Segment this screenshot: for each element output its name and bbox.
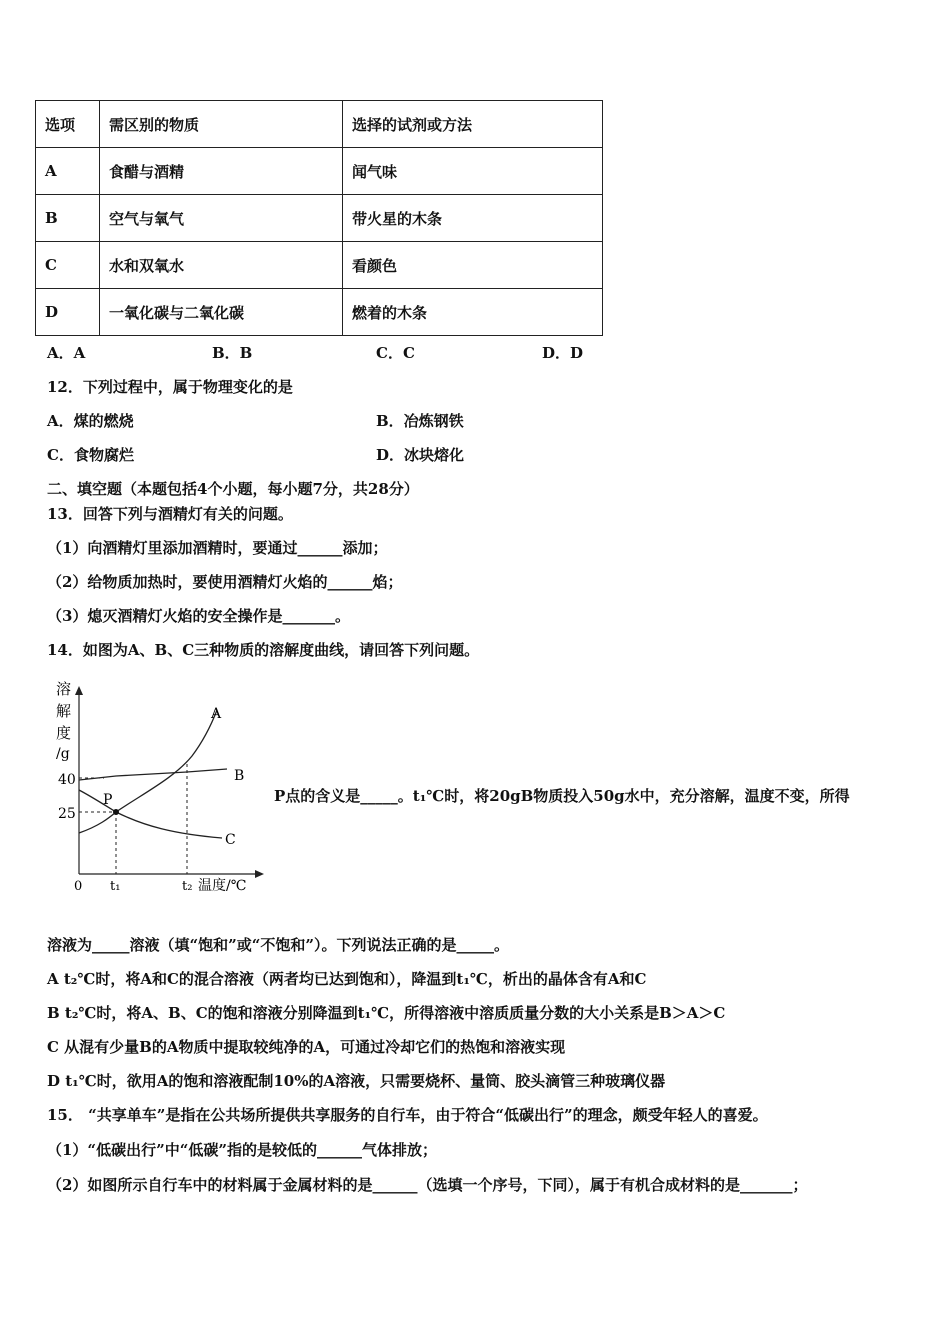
point-p xyxy=(113,809,119,815)
table-cell: 水和双氧水 xyxy=(100,242,343,289)
table-cell: 带火星的木条 xyxy=(343,195,603,242)
q14-option-d: D t₁℃时，欲用A的饱和溶液配制10%的A溶液，只需要烧杯、量筒、胶头滴管三种玻璃仪器 xyxy=(47,1072,666,1090)
table-cell: B xyxy=(36,195,100,242)
q15-part-1: （1）“低碳出行”中“低碳”指的是较低的______气体排放； xyxy=(47,1141,437,1159)
table-row xyxy=(36,195,603,242)
q14-side-text: P点的含义是_____。t₁℃时，将20gB物质投入50g水中，充分溶解，温度不变，所得 xyxy=(274,787,850,805)
q14-option-b: B t₂℃时，将A、B、C的饱和溶液分别降温到t₁℃，所得溶液中溶质质量分数的大小关系是B＞A＞C xyxy=(47,1004,726,1022)
q14-stem: 14．如图为A、B、C三种物质的溶解度曲线，请回答下列问题。 xyxy=(47,641,480,659)
y-axis-unit: /g xyxy=(56,746,70,762)
table-cell: 一氧化碳与二氧化碳 xyxy=(100,289,343,336)
q15-stem: 15． “共享单车”是指在公共场所提供共享服务的自行车，由于符合“低碳出行”的理念，颇受年轻人的喜爱。 xyxy=(47,1106,768,1124)
q15-part-2: （2）如图所示自行车中的材料属于金属材料的是______（选填一个序号，下同），属于有机合成材料的是_______； xyxy=(47,1176,808,1194)
curve-c xyxy=(79,790,222,838)
curve-label-c: C xyxy=(225,832,236,848)
table-cell: 燃着的木条 xyxy=(343,289,603,336)
origin-label: 0 xyxy=(74,879,83,894)
q12-choice-b: B．冶炼钢铁 xyxy=(376,412,464,430)
y-axis-label-char: 解 xyxy=(56,702,72,720)
q13-part-1: （1）向酒精灯里添加酒精时，要通过______添加； xyxy=(47,539,388,557)
q13-part-3: （3）熄灭酒精灯火焰的安全操作是_______。 xyxy=(47,607,350,625)
q12-choice-a: A．煤的燃烧 xyxy=(47,412,134,430)
curve-label-b: B xyxy=(234,768,245,784)
q13-stem: 13．回答下列与酒精灯有关的问题。 xyxy=(47,505,293,523)
q12-stem: 12．下列过程中，属于物理变化的是 xyxy=(47,378,293,396)
y-axis-label-char: 度 xyxy=(56,724,72,742)
table-row xyxy=(36,148,603,195)
table-cell: D xyxy=(36,289,100,336)
section-heading: 二、填空题（本题包括4个小题，每小题7分，共28分） xyxy=(47,480,419,498)
x-tick-t1: t₁ xyxy=(110,879,121,894)
choice-c: C．C xyxy=(376,344,415,362)
table-cell: 空气与氧气 xyxy=(100,195,343,242)
table-cell: 食醋与酒精 xyxy=(100,148,343,195)
q13-part-2: （2）给物质加热时，要使用酒精灯火焰的______焰； xyxy=(47,573,403,591)
curve-b xyxy=(79,769,227,780)
table-header: 需区别的物质 xyxy=(100,101,343,148)
table-row xyxy=(36,242,603,289)
table-header: 选择的试剂或方法 xyxy=(343,101,603,148)
q12-choice-c: C．食物腐烂 xyxy=(47,446,134,464)
choice-b: B．B xyxy=(212,344,253,362)
q12-choice-d: D．冰块熔化 xyxy=(376,446,465,464)
q14-option-c: C 从混有少量B的A物质中提取较纯净的A，可通过冷却它们的热饱和溶液实现 xyxy=(47,1038,566,1056)
curve-label-a: A xyxy=(211,706,222,722)
table-header: 选项 xyxy=(36,101,100,148)
q14-continuation: 溶液为_____溶液（填“饱和”或“不饱和”）。下列说法正确的是_____。 xyxy=(47,936,510,954)
x-axis-label: 温度/℃ xyxy=(198,878,247,894)
q14-option-a: A t₂℃时，将A和C的混合溶液（两者均已达到饱和），降温到t₁℃，析出的晶体含有A和C xyxy=(47,970,647,988)
choice-d: D．D xyxy=(542,344,584,362)
table-cell: 看颜色 xyxy=(343,242,603,289)
y-tick-40: 40 xyxy=(58,772,76,788)
x-axis-arrow xyxy=(255,870,264,878)
choice-a: A．A xyxy=(47,344,86,362)
options-table xyxy=(35,100,603,336)
table-row xyxy=(36,289,603,336)
table-cell: C xyxy=(36,242,100,289)
table-cell: A xyxy=(36,148,100,195)
point-p-label: P xyxy=(103,792,113,808)
solubility-chart xyxy=(44,678,269,900)
y-tick-25: 25 xyxy=(58,806,76,822)
y-axis-arrow xyxy=(75,686,83,695)
table-cell: 闻气味 xyxy=(343,148,603,195)
y-axis-label-char: 溶 xyxy=(56,680,72,698)
x-tick-t2: t₂ xyxy=(182,879,193,894)
table-header-row xyxy=(36,101,603,148)
